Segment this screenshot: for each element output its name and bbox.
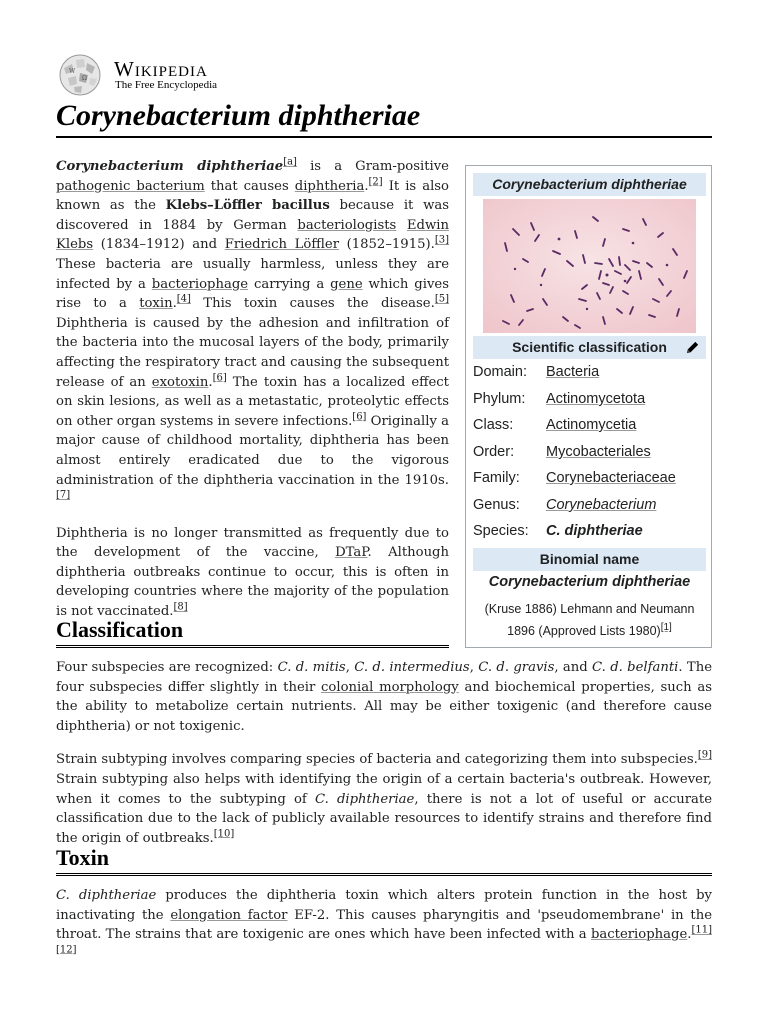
link-pathogenic-bacterium[interactable]: pathogenic bacterium	[56, 178, 205, 194]
link-corynebacteriaceae[interactable]: Corynebacteriaceae	[546, 470, 676, 486]
tagline: The Free Encyclopedia	[115, 79, 218, 91]
classification-paragraph-2: Strain subtyping involves comparing species of bacteria and categorizing them into subspecies.[9] Strain subtyping also helps with identifying the origin of a certain bacteria's outbreak. However, when it comes to the subtyping of C. diphtheriae, there is not a lot of useful or accurate classification due to the lack of publicly available resources to identify strains and therefore find the origin of outbreaks.[10]	[56, 749, 713, 846]
wikipedia-globe-logo[interactable]	[56, 54, 104, 96]
classification-paragraph-1: Four subspecies are recognized: C. d. mitis, C. d. intermedius, C. d. gravis, and C. d. belfanti. The four subspecies differ slightly in their colonial morphology and biochemical properties, such as the ability to metabolize certain nutrients. All may be either toxigenic (and therefore cause diphtheria) or not toxigenic.	[56, 660, 713, 734]
classification-section	[56, 658, 712, 848]
section-heading-toxin: Toxin	[56, 843, 712, 876]
taxon-row-domain: Domain: Bacteria	[473, 364, 600, 380]
taxobox	[465, 165, 712, 648]
link-bacteria[interactable]: Bacteria	[546, 364, 600, 380]
svg-text:W: W	[69, 68, 76, 75]
lead-term: Corynebacterium diphtheriae	[56, 159, 284, 174]
toxin-paragraph-1: C. diphtheriae produces the diphtheria toxin which alters protein function in the host by inactivating the elongation factor EF-2. This causes pharyngitis and 'pseudomembrane' in the throat. The strains that are toxigenic are ones which have been infected with a bacteriophage.[11][12]	[56, 888, 712, 956]
ref-5[interactable]: [5]	[434, 293, 449, 305]
link-gene[interactable]: gene	[330, 276, 363, 292]
link-bacteriophage-2[interactable]: bacteriophage	[590, 927, 688, 943]
link-mycobacteriales[interactable]: Mycobacteriales	[546, 444, 651, 460]
ref-6b[interactable]: [6]	[352, 411, 367, 423]
link-bacteriophage[interactable]: bacteriophage	[151, 276, 249, 292]
binomial-name: Corynebacterium diphtheriae	[488, 574, 691, 590]
link-colonial-morphology[interactable]: colonial morphology	[321, 679, 459, 695]
lead-paragraph-2: Diphtheria is no longer transmitted as frequently due to the development of the vaccine, DTaP. Although diphtheria outbreaks continue to occur, this is often in developing countries where the majority of the population is not vaccinated.[8]	[56, 525, 449, 620]
taxon-row-species: Species: C. diphtheriae	[473, 523, 643, 539]
link-diphtheria[interactable]: diphtheria	[294, 178, 365, 194]
edit-pencil-icon[interactable]	[685, 340, 700, 355]
bold-klebs-loeffler: Klebs–Löffler bacillus	[165, 198, 330, 214]
ref-9[interactable]: [9]	[697, 749, 712, 761]
svg-text:Ω: Ω	[82, 75, 87, 82]
micrograph-svg	[483, 199, 696, 333]
species-value: C. diphtheriae	[546, 523, 643, 539]
link-exotoxin[interactable]: exotoxin	[151, 374, 209, 390]
taxon-row-class: Class: Actinomycetia	[473, 417, 637, 433]
ref-6[interactable]: [6]	[212, 372, 227, 384]
link-actinomycetia[interactable]: Actinomycetia	[546, 417, 637, 433]
infobox-title: Corynebacterium diphtheriae	[473, 173, 706, 196]
scientific-classification-header: Scientific classification	[473, 336, 706, 359]
taxon-row-genus: Genus: Corynebacterium	[473, 497, 657, 513]
ref-2[interactable]: [2]	[368, 176, 383, 188]
link-dtap[interactable]: DTaP	[335, 545, 368, 561]
link-actinomycetota[interactable]: Actinomycetota	[546, 391, 646, 407]
lead-paragraph-1: Corynebacterium diphtheriae[a] is a Gram-positive pathogenic bacterium that causes diphtheria.[2] It is also known as the Klebs–Löffler bacillus because it was discovered in 1884 by German bacteriologists Edwin Klebs (1834–1912) and Friedrich Löffler (1852–1915).[3] These bacteria are usually harmless, unless they are infected by a bacteriophage carrying a gene which gives rise to a toxin.[4] This toxin causes the disease.[5] Diphtheria is caused by the adhesion and infiltration of the bacteria into the mucosal layers of the body, primarily affecting the respiratory tract and causing the subsequent release of an exotoxin.[6] The toxin has a localized effect on skin lesions, as well as a metastatic, proteolytic effects on other organ systems in severe infections.[6] Originally a major cause of childhood mortality, diphtheria has been almost entirely eradicated due to the vigorous administration of the diphtheria vaccination in the 1910s.[7]	[56, 156, 449, 501]
taxon-row-phylum: Phylum: Actinomycetota	[473, 391, 646, 407]
link-corynebacterium[interactable]: Corynebacterium	[546, 497, 657, 513]
ref-4[interactable]: [4]	[176, 293, 191, 305]
toxin-section	[56, 886, 712, 964]
micrograph-image[interactable]	[483, 199, 696, 333]
link-edwin-klebs[interactable]: Edwin Klebs	[56, 217, 449, 253]
section-heading-classification: Classification	[56, 615, 449, 648]
binomial-name-header: Binomial name	[473, 548, 706, 571]
link-bacteriologists[interactable]: bacteriologists	[297, 217, 397, 233]
taxon-row-order: Order: Mycobacteriales	[473, 444, 651, 460]
link-elongation-factor[interactable]: elongation factor	[170, 907, 288, 923]
ref-3[interactable]: [3]	[434, 234, 449, 246]
ref-10[interactable]: [10]	[213, 828, 235, 840]
taxon-row-family: Family: Corynebacteriaceae	[473, 470, 676, 486]
ref-a[interactable]: [a]	[283, 156, 297, 168]
wikipedia-wordmark[interactable]: Wikipedia	[114, 57, 208, 81]
ref-11-12[interactable]: [11][12]	[56, 924, 712, 956]
ref-8[interactable]: [8]	[173, 601, 188, 613]
link-toxin[interactable]: toxin	[139, 296, 173, 312]
binomial-authority: (Kruse 1886) Lehmann and Neumann 1896 (Approved Lists 1980)[1]	[484, 602, 695, 638]
ref-7[interactable]: [7]	[56, 489, 71, 501]
link-friedrich-loeffler[interactable]: Friedrich Löffler	[224, 237, 340, 253]
lead-section	[56, 157, 449, 622]
page-title: Corynebacterium diphtheriae	[56, 96, 712, 138]
ref-1[interactable]: [1]	[660, 621, 672, 633]
